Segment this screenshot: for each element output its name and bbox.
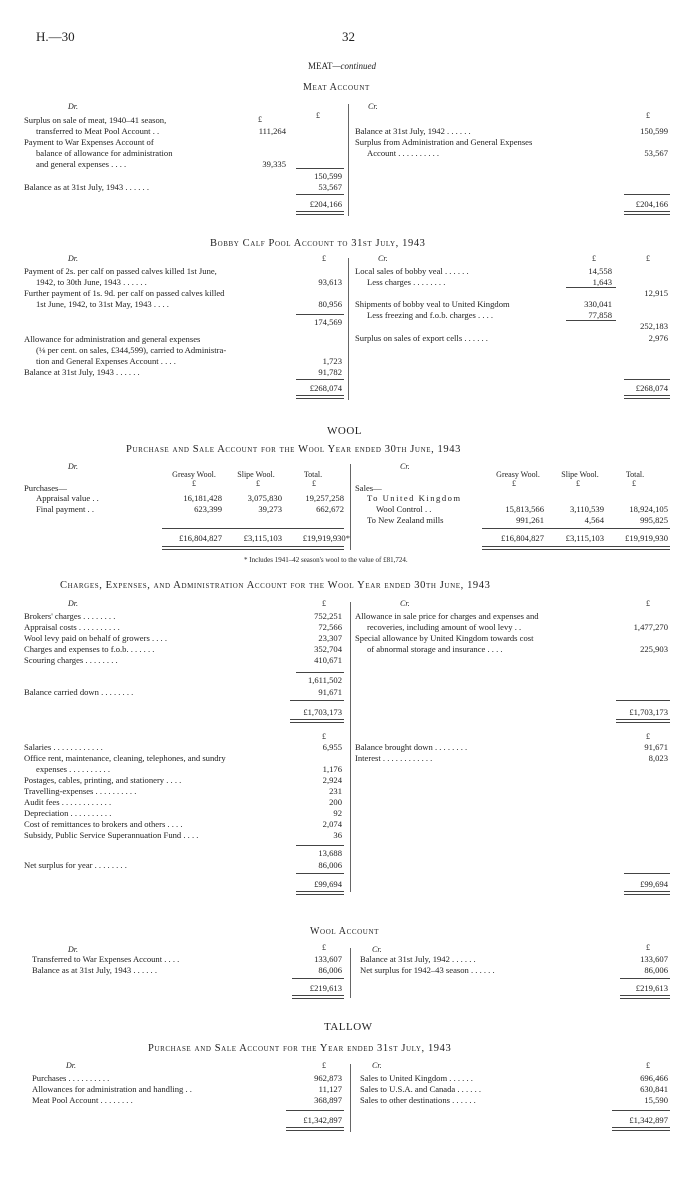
wool-ps-dr-row: Final payment . . [36, 504, 94, 514]
bobby-cr-value: 1,643 [592, 277, 612, 287]
wool-ce2-dr-value: 200 [329, 797, 342, 807]
wool-ps-pound: £ [512, 479, 516, 488]
wool-ce-cr-double-rule [616, 719, 670, 723]
bobby-cr-row: Surplus on sales of export cells . . . . . . [355, 333, 488, 343]
wool-charges-title: Charges, Expenses, and Administration Account for the Wool Year ended 30th June, 1943 [60, 580, 491, 591]
wool-ps-cr-total: 995,825 [640, 515, 668, 525]
wool-ce-dr-balance-label: Balance carried down . . . . . . . . [24, 687, 134, 697]
wool-ce-dr-value: 752,251 [314, 611, 342, 621]
wool-ce2-dr-subtotal-rule [296, 845, 344, 846]
wool-ps-dr-greasy: 16,181,428 [183, 493, 222, 503]
bobby-dr-value: 93,613 [318, 277, 342, 287]
wool-wa-cr-pound: £ [646, 943, 650, 952]
bobby-dr-double-rule [296, 395, 344, 399]
wool-ce2-dr-value: 1,176 [322, 764, 342, 774]
wool-wa-cr-label: Cr. [372, 945, 382, 954]
wool-ce-cr-row: of abnormal storage and insurance . . . . [367, 644, 503, 654]
wool-ce2-dr-value: 36 [333, 830, 342, 840]
meat-dr-row: and general expenses . . . . [36, 159, 127, 169]
wool-wa-dr-row: Transferred to War Expenses Account . . . . [32, 954, 180, 964]
tallow-dr-value: 962,873 [314, 1073, 342, 1083]
wool-ps-dr-label: Dr. [68, 462, 79, 471]
bobby-dr-value: 1,723 [322, 356, 342, 366]
wool-ce-dr-balance-value: 91,671 [318, 687, 342, 697]
wool-ps-cr-greasy: 15,813,566 [505, 504, 544, 514]
wool-wa-cr-value: 86,006 [644, 965, 668, 975]
wool-ce2-dr-total: £99,694 [314, 879, 342, 889]
wool-ps-divider [350, 464, 351, 550]
wool-ps-dr-col-slipe: Slipe Wool. [237, 470, 275, 479]
meat-cr-row: Account . . . . . . . . . . [367, 148, 440, 158]
wool-ce2-cr-value: 91,671 [644, 742, 668, 752]
wool-ce2-cr-total-rule [624, 873, 670, 874]
wool-ce-dr-row: Scouring charges . . . . . . . . [24, 655, 118, 665]
wool-ce-cr-pound: £ [646, 599, 650, 608]
bobby-cr-value: 330,041 [584, 299, 612, 309]
bobby-cr-total: £268,074 [635, 383, 668, 393]
bobby-dr-subtotal: 174,569 [314, 317, 342, 327]
wool-ce2-cr-row: Balance brought down . . . . . . . . [355, 742, 468, 752]
wool-wa-dr-pound: £ [322, 943, 326, 952]
tallow-dr-value: 11,127 [318, 1084, 342, 1094]
tallow-cr-double-rule [612, 1127, 670, 1131]
wool-ps-pound: £ [192, 479, 196, 488]
wool-ce2-cr-pound: £ [646, 732, 650, 741]
wool-wa-dr-total: £219,613 [309, 983, 342, 993]
wool-ce-dr-row: Brokers' charges . . . . . . . . [24, 611, 116, 621]
wool-ps-dr-total: 662,672 [316, 504, 344, 514]
tallow-dr-value: 368,897 [314, 1095, 342, 1105]
bobby-cr-pound-1: £ [592, 254, 596, 263]
bobby-dr-value: 80,956 [318, 299, 342, 309]
wool-ce-cr-row: Allowance in sale price for charges and expenses and [355, 611, 539, 621]
wool-wa-cr-row: Balance at 31st July, 1942 . . . . . . [360, 954, 476, 964]
tallow-cr-total-rule [612, 1110, 670, 1111]
wool-wa-cr-total-rule [620, 978, 670, 979]
meat-dr-value: £ [258, 115, 262, 124]
wool-ce-dr-row: Wool levy paid on behalf of growers . . . . [24, 633, 167, 643]
wool-ce2-dr-row: Audit fees . . . . . . . . . . . . [24, 797, 112, 807]
wool-ce-dr-total: £1,703,173 [303, 707, 342, 717]
meat-cr-total-rule [624, 194, 670, 195]
wool-ps-cr-double-rule [482, 546, 670, 550]
meat-cr-row: Surplus from Administration and General Expenses [355, 137, 533, 147]
bobby-cr-sub-rule [566, 287, 616, 288]
bobby-cr-value: 77,858 [588, 310, 612, 320]
bobby-dr-row: tion and General Expenses Account . . . . [36, 356, 176, 366]
wool-ps-cr-row: To United Kingdom [367, 493, 462, 503]
meat-divider [348, 104, 349, 216]
bobby-cr-value: 252,183 [640, 321, 668, 331]
wool-ce2-dr-value: 92 [333, 808, 342, 818]
wool-ce-dr-pound: £ [322, 599, 326, 608]
wool-footnote: * Includes 1941–42 season's wool to the value of £81,724. [244, 556, 408, 564]
wool-ps-dr-col-total: Total. [303, 470, 323, 479]
wool-wa-dr-value: 86,006 [318, 965, 342, 975]
wool-ce2-dr-row: expenses . . . . . . . . . . [36, 764, 110, 774]
wool-ce2-dr-row: Depreciation . . . . . . . . . . [24, 808, 112, 818]
wool-ce2-cr-total: £99,694 [640, 879, 668, 889]
wool-wa-cr-total: £219,613 [635, 983, 668, 993]
wool-ps-purchases-label: Purchases— [24, 483, 67, 493]
bobby-dr-row: 1st June, 1942, to 31st May, 1943 . . . . [36, 299, 169, 309]
meat-dr-total: £204,166 [309, 199, 342, 209]
wool-ce-cr-total-rule [616, 700, 670, 701]
wool-ps-dr-col-greasy: Greasy Wool. [172, 470, 216, 479]
bobby-cr-total-rule [624, 379, 670, 380]
wool-ps-dr-slipe: 3,075,830 [247, 493, 282, 503]
tallow-title: Purchase and Sale Account for the Year ended 31st July, 1943 [148, 1043, 452, 1054]
meat-dr-subtotal: 150,599 [314, 171, 342, 181]
meat-dr-total-rule [296, 194, 344, 195]
wool-ce-dr-row: Appraisal costs . . . . . . . . . . [24, 622, 120, 632]
meat-cr-row: Balance at 31st July, 1942 . . . . . . [355, 126, 471, 136]
wool-ce-dr-value: 352,704 [314, 644, 342, 654]
bobby-dr-total-rule [296, 379, 344, 380]
wool-wa-divider [350, 948, 351, 998]
wool-ps-cr-slipe: 4,564 [584, 515, 604, 525]
meat-dr-subtotal-rule [296, 168, 344, 169]
wool-ce2-dr-row: Cost of remittances to brokers and others . . . . [24, 819, 183, 829]
meat-dr-value: 111,264 [258, 126, 286, 136]
tallow-cr-total: £1,342,897 [629, 1115, 668, 1125]
wool-ce2-dr-value: 231 [329, 786, 342, 796]
tallow-cr-pound: £ [646, 1061, 650, 1070]
bobby-dr-row: (⅛ per cent. on sales, £344,599), carried to Administra- [36, 345, 227, 355]
meat-cr-double-rule [624, 211, 670, 215]
wool-ps-cr-greasy: 991,261 [516, 515, 544, 525]
bobby-dr-row: Further payment of 1s. 9d. per calf on passed calves killed [24, 288, 225, 298]
bobby-cr-pound-2: £ [646, 254, 650, 263]
wool-ce-cr-row: Special allowance by United Kingdom towards cost [355, 633, 534, 643]
bobby-cr-value: 12,915 [644, 288, 668, 298]
page-number: 32 [342, 29, 355, 44]
bobby-cr-row: Shipments of bobby veal to United Kingdom [355, 299, 510, 309]
wool-wa-dr-value: 133,607 [314, 954, 342, 964]
wool-ce2-dr-row: Subsidy, Public Service Superannuation Fund . . . . [24, 830, 199, 840]
tallow-dr-row: Purchases . . . . . . . . . . [32, 1073, 110, 1083]
wool-ps-dr-total: 19,257,258 [305, 493, 344, 503]
meat-dr-row: Surplus on sale of meat, 1940–41 season, [24, 115, 167, 125]
meat-dr-value: 39,335 [262, 159, 286, 169]
wool-ce-cr-label: Cr. [400, 599, 410, 608]
wool-ps-cr-total-rule [482, 528, 670, 529]
bobby-dr-row: Allowance for administration and general expenses [24, 334, 201, 344]
bobby-dr-pound: £ [322, 254, 326, 263]
tallow-dr-row: Meat Pool Account . . . . . . . . [32, 1095, 133, 1105]
meat-dr-pound: £ [316, 111, 320, 120]
wool-ce-dr-value: 410,671 [314, 655, 342, 665]
meat-dr-label: Dr. [68, 102, 79, 111]
wool-ps-cr-total-total: £19,919,930 [625, 533, 668, 543]
meat-dr-double-rule [296, 211, 344, 215]
wool-ce2-dr-row: Postages, cables, printing, and stationery . . . . [24, 775, 182, 785]
meat-dr-row: balance of allowance for administration [36, 148, 173, 158]
wool-ps-cr-col-slipe: Slipe Wool. [561, 470, 599, 479]
wool-ce2-dr-double-rule [296, 891, 344, 895]
wool-ps-pound: £ [312, 479, 316, 488]
wool-ps-dr-total-rule [162, 528, 344, 529]
wool-ce2-dr-value: 2,074 [322, 819, 342, 829]
wool-ce2-cr-double-rule [624, 891, 670, 895]
wool-ps-pound: £ [632, 479, 636, 488]
bobby-divider [348, 258, 349, 400]
wool-ps-cr-col-total: Total. [625, 470, 645, 479]
wool-ce-divider [350, 602, 351, 892]
wool-ps-cr-total: 18,924,105 [629, 504, 668, 514]
wool-wa-cr-double-rule [620, 995, 670, 999]
wool-ce-dr-value: 72,566 [318, 622, 342, 632]
wool-account-title: Wool Account [310, 926, 379, 937]
bobby-cr-row: Less freezing and f.o.b. charges . . . . [367, 310, 494, 320]
wool-ps-cr-label: Cr. [400, 462, 410, 471]
wool-ce2-dr-row: Office rent, maintenance, cleaning, telephones, and sundry [24, 753, 226, 763]
tallow-cr-row: Sales to other destinations . . . . . . [360, 1095, 476, 1105]
wool-ps-dr-total-greasy: £16,804,827 [179, 533, 222, 543]
wool-ps-dr-total-slipe: £3,115,103 [243, 533, 282, 543]
bobby-dr-row: 1942, to 30th June, 1943 . . . . . . [36, 277, 147, 287]
wool-ce2-dr-value: 2,924 [322, 775, 342, 785]
wool-ps-dr-greasy: 623,399 [194, 504, 222, 514]
meat-dr-row: Payment to War Expenses Account of [24, 137, 154, 147]
meat-cr-label: Cr. [368, 102, 378, 111]
bobby-dr-total: £268,074 [309, 383, 342, 393]
wool-ps-cr-row: To New Zealand mills [367, 515, 444, 525]
wool-ps-dr-total-total: £19,919,930* [302, 533, 350, 543]
tallow-dr-pound: £ [322, 1061, 326, 1070]
wool-ce2-dr-row: Salaries . . . . . . . . . . . . [24, 742, 103, 752]
meat-heading [308, 62, 376, 71]
wool-ps-dr-slipe: 39,273 [258, 504, 282, 514]
wool-ce-dr-double-rule [290, 719, 344, 723]
wool-ce2-dr-value: 6,955 [322, 742, 342, 752]
tallow-cr-value: 15,590 [644, 1095, 668, 1105]
wool-ce-dr-subtotal-rule [296, 672, 344, 673]
bobby-dr-row: Payment of 2s. per calf on passed calves killed 1st June, [24, 266, 217, 276]
wool-ce-cr-total: £1,703,173 [629, 707, 668, 717]
meat-dr-balance-value: 53,567 [318, 182, 342, 192]
bobby-cr-sub-rule [566, 320, 616, 321]
bobby-cr-double-rule [624, 395, 670, 399]
wool-ps-sales-label: Sales— [355, 483, 382, 493]
wool-ps-dr-row: Appraisal value . . [36, 493, 99, 503]
wool-wa-dr-double-rule [292, 995, 344, 999]
wool-ce-dr-row: Charges and expenses to f.o.b. . . . . . . [24, 644, 155, 654]
wool-ps-cr-col-greasy: Greasy Wool. [496, 470, 540, 479]
bobby-cr-row: Less charges . . . . . . . . [367, 277, 446, 287]
meat-heading-suffix: —continued [332, 61, 376, 71]
tallow-cr-row: Sales to United Kingdom . . . . . . [360, 1073, 473, 1083]
tallow-cr-row: Sales to U.S.A. and Canada . . . . . . [360, 1084, 482, 1094]
tallow-cr-label: Cr. [372, 1061, 382, 1070]
wool-wa-cr-row: Net surplus for 1942–43 season . . . . . . [360, 965, 495, 975]
wool-purchase-sale-title: Purchase and Sale Account for the Wool Year ended 30th June, 1943 [126, 444, 461, 455]
tallow-cr-value: 696,466 [640, 1073, 668, 1083]
bobby-cr-value: 14,558 [588, 266, 612, 276]
wool-ce-cr-row: recoveries, including amount of wool levy . . [367, 622, 522, 632]
bobby-cr-label: Cr. [378, 254, 388, 263]
meat-account-title: Meat Account [303, 82, 370, 93]
tallow-cr-value: 630,841 [640, 1084, 668, 1094]
tallow-heading: TALLOW [324, 1021, 373, 1033]
bobby-cr-value: 2,976 [648, 333, 668, 343]
meat-heading-text: MEAT [308, 61, 333, 71]
tallow-divider [350, 1064, 351, 1132]
meat-dr-row: transferred to Meat Pool Account . . [36, 126, 160, 136]
wool-ce2-dr-row: Travelling-expenses . . . . . . . . . . [24, 786, 137, 796]
wool-ce2-cr-value: 8,023 [648, 753, 668, 763]
wool-ce2-dr-pound: £ [322, 732, 326, 741]
bobby-dr-label: Dr. [68, 254, 79, 263]
meat-cr-value: 150,599 [640, 126, 668, 136]
wool-ps-pound: £ [576, 479, 580, 488]
meat-dr-balance-label: Balance as at 31st July, 1943 . . . . . . [24, 182, 149, 192]
wool-heading: WOOL [327, 425, 362, 437]
wool-ps-cr-total-greasy: £16,804,827 [501, 533, 544, 543]
wool-ce-cr-value: 225,903 [640, 644, 668, 654]
tallow-dr-total-rule [286, 1110, 344, 1111]
wool-ps-pound: £ [256, 479, 260, 488]
wool-ce-dr-value: 23,307 [318, 633, 342, 643]
tallow-dr-total: £1,342,897 [303, 1115, 342, 1125]
wool-ce2-dr-net-label: Net surplus for year . . . . . . . . [24, 860, 127, 870]
wool-ce2-dr-net-value: 86,006 [318, 860, 342, 870]
wool-wa-dr-row: Balance as at 31st July, 1943 . . . . . . [32, 965, 157, 975]
bobby-dr-subtotal-rule [296, 314, 344, 315]
page-reference: H.—30 [36, 29, 75, 44]
wool-ce-dr-label: Dr. [68, 599, 79, 608]
tallow-dr-row: Allowances for administration and handling . . [32, 1084, 192, 1094]
bobby-calf-title: Bobby Calf Pool Account to 31st July, 1943 [210, 238, 426, 249]
bobby-dr-row: Balance at 31st July, 1943 . . . . . . [24, 367, 140, 377]
meat-cr-pound: £ [646, 111, 650, 120]
bobby-cr-row: Local sales of bobby veal . . . . . . [355, 266, 469, 276]
wool-ps-cr-slipe: 3,110,539 [569, 504, 604, 514]
wool-wa-dr-label: Dr. [68, 945, 79, 954]
wool-ce-cr-value: 1,477,270 [633, 622, 668, 632]
wool-wa-cr-value: 133,607 [640, 954, 668, 964]
tallow-dr-double-rule [286, 1127, 344, 1131]
meat-cr-value: 53,567 [644, 148, 668, 158]
meat-cr-total: £204,166 [635, 199, 668, 209]
wool-ps-cr-row: Wool Control . . [376, 504, 432, 514]
tallow-dr-label: Dr. [66, 1061, 77, 1070]
wool-ps-dr-double-rule [162, 546, 344, 550]
bobby-dr-value: 91,782 [318, 367, 342, 377]
wool-ce2-dr-subtotal: 13,688 [318, 848, 342, 858]
wool-ce-dr-total-rule [290, 700, 344, 701]
wool-ce-dr-subtotal: 1,611,502 [307, 675, 342, 685]
wool-ce2-cr-row: Interest . . . . . . . . . . . . [355, 753, 433, 763]
wool-wa-dr-total-rule [292, 978, 344, 979]
wool-ce2-dr-total-rule [296, 873, 344, 874]
wool-ps-cr-total-slipe: £3,115,103 [565, 533, 604, 543]
